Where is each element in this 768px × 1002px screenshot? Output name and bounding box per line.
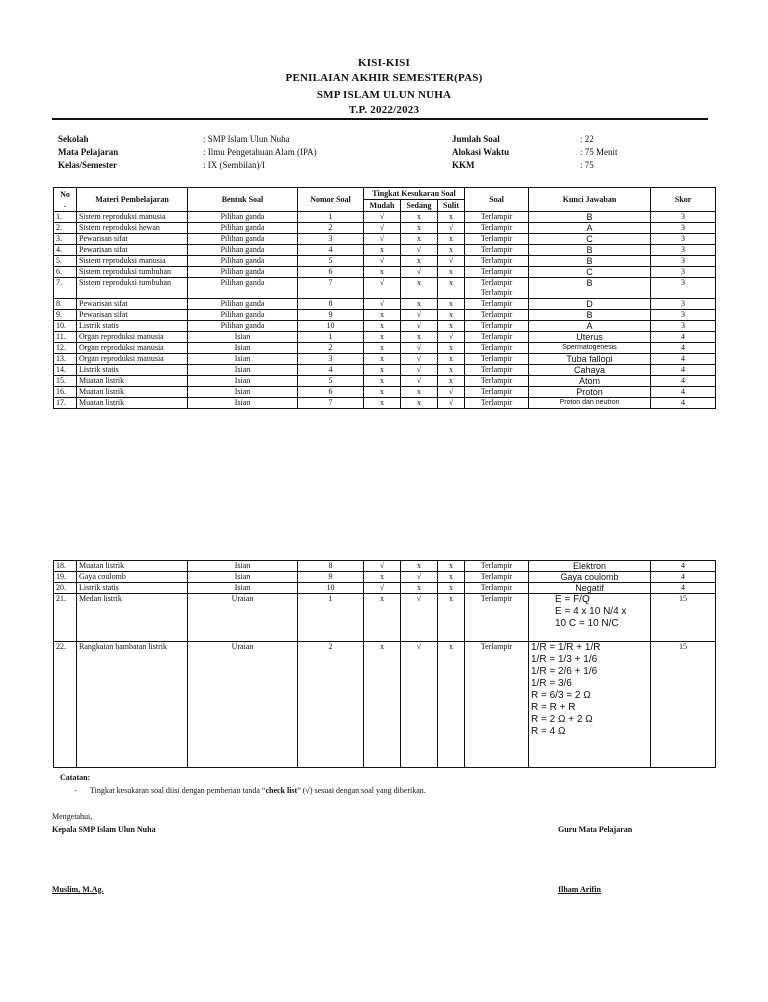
row-mudah: x bbox=[364, 354, 401, 365]
row-mudah: √ bbox=[364, 212, 401, 223]
row-materi: Muatan listrik bbox=[77, 561, 188, 572]
table-row bbox=[54, 343, 716, 354]
row-nomor: 1 bbox=[298, 594, 364, 642]
row-no: 7. bbox=[54, 278, 77, 299]
row-kunci: Proton dan neutron bbox=[529, 398, 651, 409]
row-kunci: B bbox=[529, 245, 651, 256]
row-skor: 3 bbox=[651, 278, 716, 299]
col-header-soal: Soal bbox=[465, 188, 529, 212]
table-row bbox=[54, 376, 716, 387]
row-no: 11. bbox=[54, 332, 77, 343]
table-row bbox=[54, 387, 716, 398]
row-nomor: 2 bbox=[298, 343, 364, 354]
table-row bbox=[54, 299, 716, 310]
row-skor: 4 bbox=[651, 354, 716, 365]
row-no: 3. bbox=[54, 234, 77, 245]
row-sulit: √ bbox=[438, 398, 465, 409]
row-skor: 15 bbox=[651, 642, 716, 768]
row-bentuk: Isian bbox=[188, 332, 298, 343]
row-skor: 4 bbox=[651, 583, 716, 594]
row-bentuk: Isian bbox=[188, 561, 298, 572]
table-row bbox=[54, 332, 716, 343]
row-nomor: 3 bbox=[298, 234, 364, 245]
row-nomor: 1 bbox=[298, 332, 364, 343]
row-soal: Terlampir bbox=[465, 354, 529, 365]
kepala-title: Kepala SMP Islam Ulun Nuha bbox=[52, 825, 156, 834]
row-mudah: √ bbox=[364, 299, 401, 310]
row-nomor: 2 bbox=[298, 223, 364, 234]
guru-title: Guru Mata Pelajaran bbox=[558, 825, 633, 834]
row-materi: Rangkaian hambatan listrik bbox=[77, 642, 188, 768]
row-materi: Muatan listrik bbox=[77, 387, 188, 398]
row-soal: Terlampir bbox=[465, 332, 529, 343]
info-kkm-value: : 75 bbox=[580, 160, 594, 170]
row-mudah: x bbox=[364, 594, 401, 642]
row-kunci: Proton bbox=[529, 387, 651, 398]
table-row bbox=[54, 212, 716, 223]
row-no: 6. bbox=[54, 267, 77, 278]
row-nomor: 7 bbox=[298, 398, 364, 409]
row-sulit: x bbox=[438, 376, 465, 387]
row-no: 14. bbox=[54, 365, 77, 376]
row-sedang: √ bbox=[401, 245, 438, 256]
row-materi: Pewarisan sifat bbox=[77, 310, 188, 321]
row-no: 17. bbox=[54, 398, 77, 409]
row-skor: 3 bbox=[651, 212, 716, 223]
row-skor: 4 bbox=[651, 365, 716, 376]
row-sulit: x bbox=[438, 561, 465, 572]
row-skor: 3 bbox=[651, 310, 716, 321]
row-soal: Terlampir bbox=[465, 594, 529, 642]
row-kunci: Elektron bbox=[529, 561, 651, 572]
row-mudah: √ bbox=[364, 561, 401, 572]
row-kunci: Uterus bbox=[529, 332, 651, 343]
row-sedang: √ bbox=[401, 267, 438, 278]
row-nomor: 5 bbox=[298, 256, 364, 267]
row-mudah: x bbox=[364, 343, 401, 354]
row-kunci: Spermatogenesis bbox=[529, 343, 651, 354]
row-nomor: 1 bbox=[298, 212, 364, 223]
info-sekolah-label: Sekolah bbox=[58, 134, 89, 144]
row-skor: 3 bbox=[651, 245, 716, 256]
row-no: 2. bbox=[54, 223, 77, 234]
row-sulit: x bbox=[438, 278, 465, 299]
row-skor: 4 bbox=[651, 332, 716, 343]
row-sulit: √ bbox=[438, 332, 465, 343]
row-kunci: D bbox=[529, 299, 651, 310]
row-bentuk: Pilihan ganda bbox=[188, 278, 298, 299]
row-bentuk: Isian bbox=[188, 376, 298, 387]
row-skor: 4 bbox=[651, 572, 716, 583]
row-no: 13. bbox=[54, 354, 77, 365]
row-mudah: √ bbox=[364, 583, 401, 594]
row-kunci: B bbox=[529, 310, 651, 321]
row-mudah: x bbox=[364, 365, 401, 376]
table-row bbox=[54, 321, 716, 332]
row-no: 16. bbox=[54, 387, 77, 398]
row-sulit: √ bbox=[438, 387, 465, 398]
row-bentuk: Pilihan ganda bbox=[188, 212, 298, 223]
row-skor: 3 bbox=[651, 267, 716, 278]
info-kkm-label: KKM bbox=[452, 160, 475, 170]
col-header-skor: Skor bbox=[651, 188, 716, 212]
row-bentuk: Isian bbox=[188, 398, 298, 409]
row-soal: Terlampir bbox=[465, 212, 529, 223]
row-nomor: 7 bbox=[298, 278, 364, 299]
table-row bbox=[54, 354, 716, 365]
row-soal: Terlampir bbox=[465, 223, 529, 234]
col-header-sedang: Sedang bbox=[401, 200, 438, 212]
row-no: 21. bbox=[54, 594, 77, 642]
row-no: 22. bbox=[54, 642, 77, 768]
info-mapel-label: Mata Pelajaran bbox=[58, 147, 119, 157]
row-soal: Terlampir bbox=[465, 376, 529, 387]
row-sedang: x bbox=[401, 332, 438, 343]
row-sulit: x bbox=[438, 343, 465, 354]
row-materi: Pewarisan sifat bbox=[77, 234, 188, 245]
table-row bbox=[54, 256, 716, 267]
row-materi: Sistem reproduksi manusia bbox=[77, 212, 188, 223]
col-header-no: No . bbox=[54, 188, 77, 212]
row-sulit: x bbox=[438, 365, 465, 376]
row-no: 8. bbox=[54, 299, 77, 310]
row-materi: Sistem reproduksi tumbuhan bbox=[77, 278, 188, 299]
guru-name: Ilham Arifin bbox=[558, 885, 601, 894]
row-bentuk: Pilihan ganda bbox=[188, 256, 298, 267]
row-sulit: x bbox=[438, 245, 465, 256]
info-mapel-value: : Ilmu Pengetahuan Alam (IPA) bbox=[203, 147, 317, 157]
row-bentuk: Pilihan ganda bbox=[188, 310, 298, 321]
row-nomor: 4 bbox=[298, 365, 364, 376]
row-nomor: 8 bbox=[298, 299, 364, 310]
row-sedang: √ bbox=[401, 343, 438, 354]
doc-title-line1: KISI-KISI bbox=[358, 57, 410, 69]
row-soal: Terlampir bbox=[465, 299, 529, 310]
col-header-sulit: Sulit bbox=[438, 200, 465, 212]
col-header-bentuk: Bentuk Soal bbox=[188, 188, 298, 212]
row-sulit: x bbox=[438, 267, 465, 278]
row-bentuk: Pilihan ganda bbox=[188, 267, 298, 278]
row-skor: 4 bbox=[651, 561, 716, 572]
row-sedang: x bbox=[401, 561, 438, 572]
row-no: 20. bbox=[54, 583, 77, 594]
row-mudah: √ bbox=[364, 223, 401, 234]
row-bentuk: Pilihan ganda bbox=[188, 245, 298, 256]
row-mudah: x bbox=[364, 387, 401, 398]
row-no: 1. bbox=[54, 212, 77, 223]
table-row bbox=[54, 398, 716, 409]
doc-title-school: SMP ISLAM ULUN NUHA bbox=[316, 89, 452, 101]
row-skor: 3 bbox=[651, 256, 716, 267]
row-sedang: √ bbox=[401, 594, 438, 642]
row-kunci: Tuba fallopi bbox=[529, 354, 651, 365]
row-sedang: x bbox=[401, 223, 438, 234]
row-bentuk: Pilihan ganda bbox=[188, 223, 298, 234]
row-kunci: Negatif bbox=[529, 583, 651, 594]
row-kunci: C bbox=[529, 234, 651, 245]
row-skor: 15 bbox=[651, 594, 716, 642]
doc-title-year: T.P. 2022/2023 bbox=[348, 104, 420, 116]
row-kunci: B bbox=[529, 278, 651, 299]
row-materi: Pewarisan sifat bbox=[77, 299, 188, 310]
info-jumlah-value: : 22 bbox=[580, 134, 594, 144]
row-no: 19. bbox=[54, 572, 77, 583]
info-alokasi-label: Alokasi Waktu bbox=[452, 147, 510, 157]
row-no: 4. bbox=[54, 245, 77, 256]
col-header-nomor: Nomor Soal bbox=[298, 188, 364, 212]
table-row bbox=[54, 223, 716, 234]
info-kelas-value: : IX (Sembilan)/I bbox=[203, 160, 265, 170]
row-nomor: 10 bbox=[298, 321, 364, 332]
row-materi: Organ reproduksi manusia bbox=[77, 343, 188, 354]
row-nomor: 6 bbox=[298, 387, 364, 398]
col-header-tingkat: Tingkat Kesukaran Soal bbox=[364, 188, 465, 200]
info-kelas-label: Kelas/Semester bbox=[58, 160, 117, 170]
row-skor: 3 bbox=[651, 299, 716, 310]
info-jumlah-label: Jumlah Soal bbox=[452, 134, 500, 144]
table-row bbox=[54, 583, 716, 594]
row-bentuk: Pilihan ganda bbox=[188, 299, 298, 310]
row-soal: Terlampir bbox=[465, 561, 529, 572]
row-materi: Listrik statis bbox=[77, 321, 188, 332]
row-materi: Organ reproduksi manusia bbox=[77, 354, 188, 365]
row-materi: Listrik statis bbox=[77, 583, 188, 594]
row-soal: Terlampir Terlampir bbox=[465, 278, 529, 299]
doc-title-line2: PENILAIAN AKHIR SEMESTER(PAS) bbox=[285, 72, 483, 84]
row-materi: Pewarisan sifat bbox=[77, 245, 188, 256]
row-skor: 4 bbox=[651, 376, 716, 387]
table-row bbox=[54, 561, 716, 572]
row-mudah: √ bbox=[364, 234, 401, 245]
row-bentuk: Uraian bbox=[188, 594, 298, 642]
row-kunci: A bbox=[529, 321, 651, 332]
row-sedang: x bbox=[401, 234, 438, 245]
row-mudah: √ bbox=[364, 278, 401, 299]
row-mudah: x bbox=[364, 245, 401, 256]
table-row bbox=[54, 594, 716, 642]
kepala-name: Muslim, M.Ag. bbox=[52, 885, 104, 894]
row-soal: Terlampir bbox=[465, 245, 529, 256]
row-skor: 3 bbox=[651, 234, 716, 245]
row-bentuk: Pilihan ganda bbox=[188, 321, 298, 332]
row-sulit: x bbox=[438, 572, 465, 583]
row-no: 12. bbox=[54, 343, 77, 354]
row-sedang: √ bbox=[401, 376, 438, 387]
table-row bbox=[54, 278, 716, 299]
row-materi: Sistem reproduksi manusia bbox=[77, 256, 188, 267]
table-row bbox=[54, 572, 716, 583]
mengetahui-text: Mengetahui, bbox=[52, 812, 93, 821]
info-sekolah-value: : SMP Islam Ulun Nuha bbox=[203, 134, 290, 144]
info-alokasi-value: : 75 Menit bbox=[580, 147, 618, 157]
row-sedang: √ bbox=[401, 321, 438, 332]
row-materi: Listrik statis bbox=[77, 365, 188, 376]
row-kunci: Gaya coulomb bbox=[529, 572, 651, 583]
kisi-table-continued bbox=[53, 560, 716, 768]
row-kunci-formula: 1/R = 1/R + 1/R 1/R = 1/3 + 1/6 1/R = 2/6 + 1/6 1/R = 3/6 R = 6/3 = 2 Ω R = R + R R = 2 Ω + 2 Ω R = 4 Ω bbox=[529, 642, 651, 768]
row-mudah: x bbox=[364, 398, 401, 409]
row-sulit: x bbox=[438, 583, 465, 594]
row-sulit: x bbox=[438, 321, 465, 332]
row-materi: Sistem reproduksi hewan bbox=[77, 223, 188, 234]
notes-item: Tingkat kesukaran soal diisi dengan pemberian tanda “check list” (√) sesuai dengan soal yang diberikan. bbox=[90, 786, 426, 795]
row-skor: 4 bbox=[651, 398, 716, 409]
row-materi: Gaya coulomb bbox=[77, 572, 188, 583]
row-materi: Muatan listrik bbox=[77, 376, 188, 387]
row-no: 10. bbox=[54, 321, 77, 332]
row-sulit: √ bbox=[438, 223, 465, 234]
row-mudah: x bbox=[364, 310, 401, 321]
row-soal: Terlampir bbox=[465, 572, 529, 583]
row-kunci: B bbox=[529, 212, 651, 223]
row-nomor: 3 bbox=[298, 354, 364, 365]
row-materi: Muatan listrik bbox=[77, 398, 188, 409]
row-soal: Terlampir bbox=[465, 642, 529, 768]
row-soal: Terlampir bbox=[465, 256, 529, 267]
row-no: 9. bbox=[54, 310, 77, 321]
row-sedang: √ bbox=[401, 365, 438, 376]
row-sedang: x bbox=[401, 256, 438, 267]
table-row bbox=[54, 245, 716, 256]
row-kunci: Cahaya bbox=[529, 365, 651, 376]
row-mudah: x bbox=[364, 572, 401, 583]
row-kunci: A bbox=[529, 223, 651, 234]
row-mudah: x bbox=[364, 332, 401, 343]
row-soal: Terlampir bbox=[465, 387, 529, 398]
row-nomor: 10 bbox=[298, 583, 364, 594]
row-sedang: x bbox=[401, 387, 438, 398]
row-materi: Sistem reproduksi tumbuhan bbox=[77, 267, 188, 278]
row-mudah: x bbox=[364, 321, 401, 332]
row-sedang: √ bbox=[401, 354, 438, 365]
row-skor: 3 bbox=[651, 321, 716, 332]
row-materi: Organ reproduksi manusia bbox=[77, 332, 188, 343]
row-soal: Terlampir bbox=[465, 343, 529, 354]
row-bentuk: Isian bbox=[188, 583, 298, 594]
row-sedang: x bbox=[401, 398, 438, 409]
row-sulit: x bbox=[438, 354, 465, 365]
row-bentuk: Pilihan ganda bbox=[188, 234, 298, 245]
row-soal: Terlampir bbox=[465, 365, 529, 376]
header-rule bbox=[52, 118, 708, 120]
row-nomor: 9 bbox=[298, 310, 364, 321]
row-skor: 4 bbox=[651, 387, 716, 398]
notes-title: Catatan: bbox=[60, 773, 91, 782]
row-soal: Terlampir bbox=[465, 398, 529, 409]
row-skor: 3 bbox=[651, 223, 716, 234]
row-soal: Terlampir bbox=[465, 310, 529, 321]
row-bentuk: Isian bbox=[188, 343, 298, 354]
row-nomor: 2 bbox=[298, 642, 364, 768]
row-bentuk: Isian bbox=[188, 354, 298, 365]
row-sedang: √ bbox=[401, 642, 438, 768]
row-no: 15. bbox=[54, 376, 77, 387]
row-soal: Terlampir bbox=[465, 583, 529, 594]
col-header-materi: Materi Pembelajaran bbox=[77, 188, 188, 212]
row-nomor: 8 bbox=[298, 561, 364, 572]
row-no: 18. bbox=[54, 561, 77, 572]
row-bentuk: Isian bbox=[188, 572, 298, 583]
row-no: 5. bbox=[54, 256, 77, 267]
table-row bbox=[54, 365, 716, 376]
table-row bbox=[54, 267, 716, 278]
row-kunci: B bbox=[529, 256, 651, 267]
row-kunci-formula: E = F/Q E = 4 x 10 N/4 x 10 C = 10 N/C bbox=[529, 594, 651, 642]
row-sulit: x bbox=[438, 642, 465, 768]
row-skor: 4 bbox=[651, 343, 716, 354]
row-sedang: √ bbox=[401, 310, 438, 321]
row-sulit: x bbox=[438, 594, 465, 642]
notes-dash: - bbox=[74, 786, 77, 795]
table-row bbox=[54, 642, 716, 768]
table-row bbox=[54, 310, 716, 321]
row-sulit: x bbox=[438, 234, 465, 245]
row-nomor: 4 bbox=[298, 245, 364, 256]
row-sulit: √ bbox=[438, 256, 465, 267]
row-kunci: Atom bbox=[529, 376, 651, 387]
row-mudah: x bbox=[364, 642, 401, 768]
row-sulit: x bbox=[438, 299, 465, 310]
col-header-kunci: Kunci Jawaban bbox=[529, 188, 651, 212]
row-materi: Medan listrik bbox=[77, 594, 188, 642]
row-sedang: √ bbox=[401, 572, 438, 583]
row-sedang: x bbox=[401, 212, 438, 223]
row-nomor: 6 bbox=[298, 267, 364, 278]
row-mudah: x bbox=[364, 376, 401, 387]
row-soal: Terlampir bbox=[465, 267, 529, 278]
row-sedang: x bbox=[401, 583, 438, 594]
row-mudah: √ bbox=[364, 256, 401, 267]
row-sulit: x bbox=[438, 310, 465, 321]
row-kunci: C bbox=[529, 267, 651, 278]
row-nomor: 5 bbox=[298, 376, 364, 387]
row-sedang: x bbox=[401, 299, 438, 310]
table-row bbox=[54, 234, 716, 245]
row-mudah: x bbox=[364, 267, 401, 278]
row-nomor: 9 bbox=[298, 572, 364, 583]
row-sedang: x bbox=[401, 278, 438, 299]
row-bentuk: Isian bbox=[188, 387, 298, 398]
row-bentuk: Isian bbox=[188, 365, 298, 376]
col-header-mudah: Mudah bbox=[364, 200, 401, 212]
row-bentuk: Uraian bbox=[188, 642, 298, 768]
row-soal: Terlampir bbox=[465, 321, 529, 332]
row-sulit: x bbox=[438, 212, 465, 223]
kisi-table bbox=[53, 187, 716, 409]
row-soal: Terlampir bbox=[465, 234, 529, 245]
